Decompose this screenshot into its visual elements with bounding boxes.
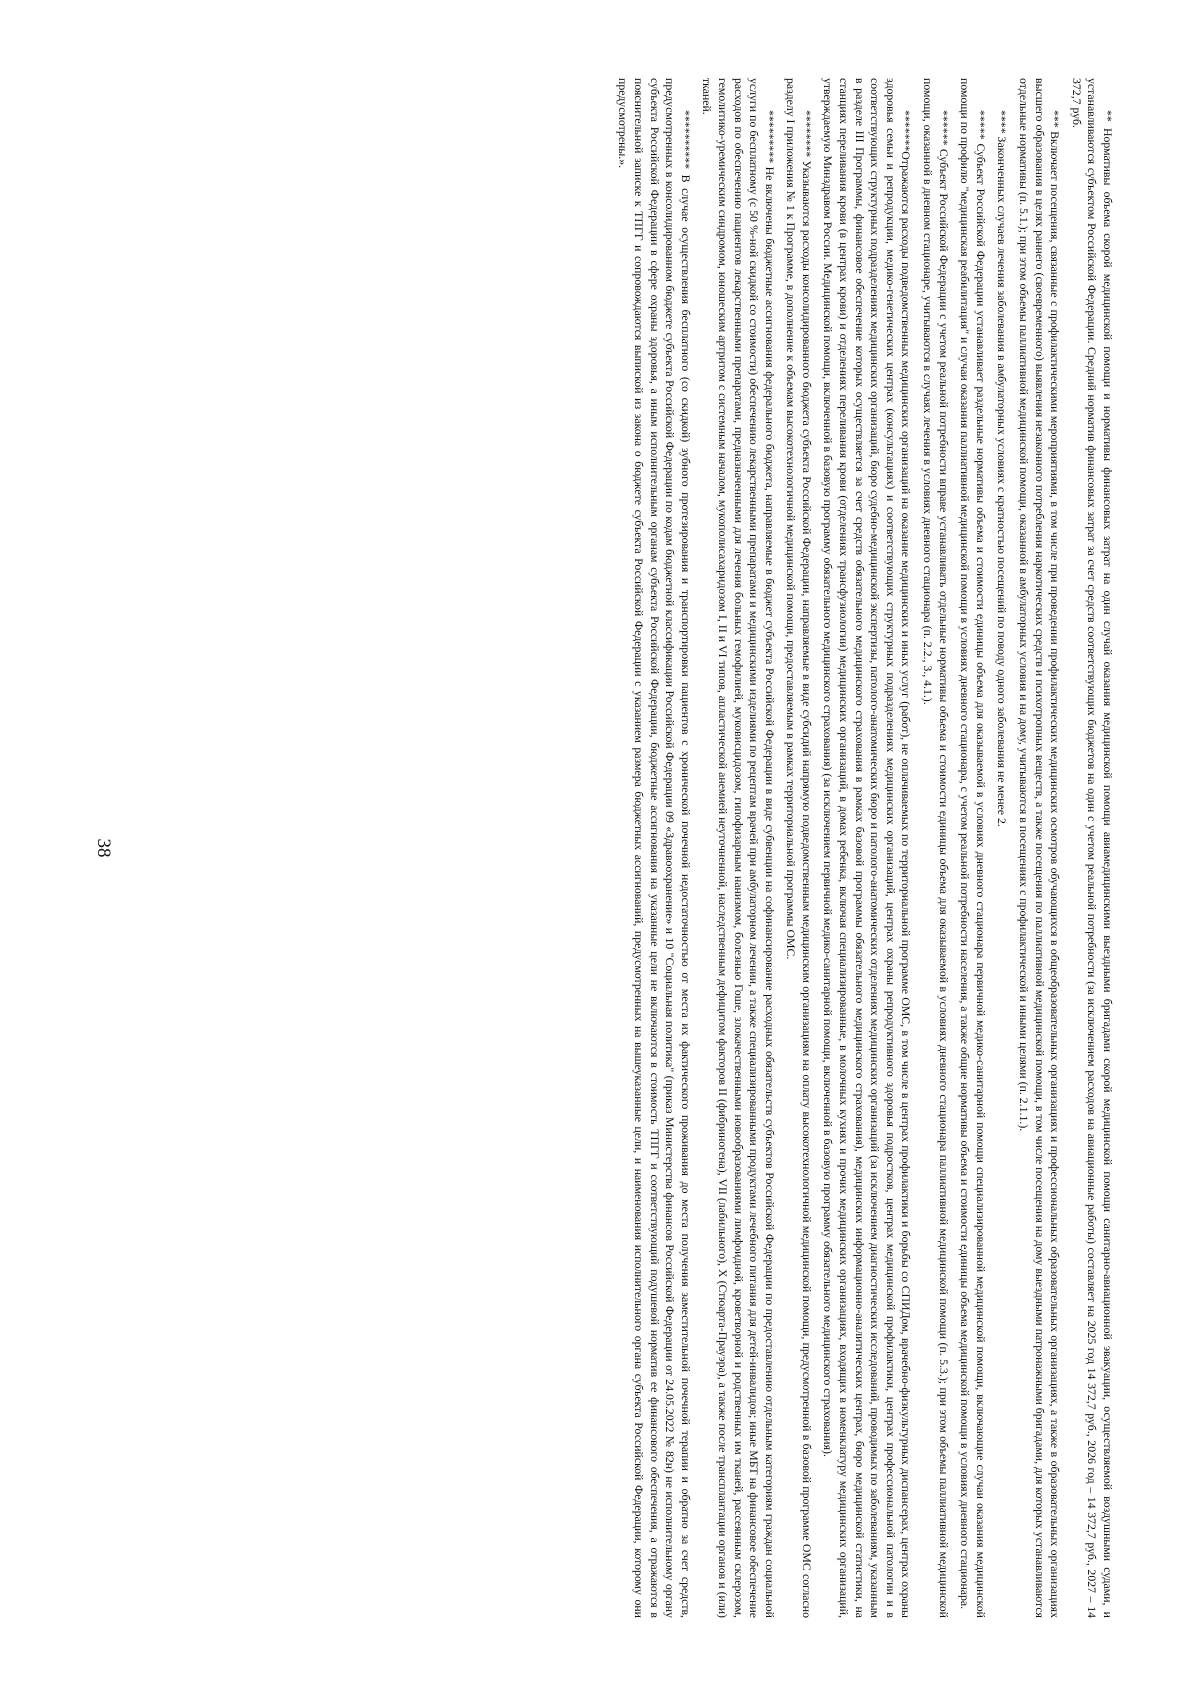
footnotes-block — [85, 78, 1115, 1618]
footnote: **** Законченных случаев лечения заболевания в амбулаторных условиях с кратностью посещений по поводу одного заболевания не менее 2. — [995, 110, 1010, 827]
footnote: *******Отражаются расходы подведомственных медицинских организаций на оказание медицинских и иных услуг (работ), не оплачиваемых по территориальной программе ОМС, в том числе в центрах профилактики и борьбы со СПИДом, врачебно-физкультурных диспансерах, центрах охраны здоровья семьи и репродукции, медико-генетических центрах (консультациях) и соответствующих структурных подразделениях медицинских организаций, центрах охраны репродуктивного здоровья подростков, центрах медицинской профилактики, центрах профессиональной патологии и в соответствующих структурных подразделениях медицинских организаций, бюро судебно-медицинской экспертизы, патолого-анатомических бюро и патолого-анатомических отделениях медицинских организаций (за исключением диагностических исследований, проводимых по заболеваниям, указанным в разделе III Программы, финансовое обеспечение которых осуществляется за счет средств обязательного медицинского страхования в рамках базовой программы обязательного медицинского страхования), медицинских информационно-аналитических центрах, бюро медицинской статистики, на станциях переливания крови (в центрах крови) и отделениях переливания крови (отделениях трансфузиологии) медицинских организаций, в домах ребенка, включая специализированные, в молочных кухнях и прочих медицинских организациях, входящих в номенклатуру медицинских организаций, утверждаемую Минздравом России. Медицинской помощи, включенной в базовую программу обязательного медицинского страхования) (за исключением первичной медико-санитарной помощи, включенной в базовую программу обязательного медицинского страхования). — [821, 78, 914, 1618]
page-number: 38 — [93, 838, 114, 858]
footnote: ********** В случае осуществления бесплатного (со скидкой) зубного протезирования и транспортировки пациентов с хронической почечной недостаточностью от места их фактического проживания до места получения заместительной почечной терапии и обратно за счет средств, предусмотренных в консолидированном бюджете субъекта Российской Федерации по кодам бюджетной классификации Российской Федерации 09 «Здравоохранение» и 10 "Социальная политика" (приказ Министерства финансов Российской Федерации от 24.05.2022 № 82н) не исполнительному органу субъекта Российской Федерации в сфере охраны здоровья, а иным исполнительным органам субъекта Российской Федерации, бюджетные ассигнования на указанные цели не включаются в стоимость ТПГГ и соответствующий подушевой норматив ее финансового обеспечения, а отражаются в пояснительной записке к ТПГГ и сопровождаются выпиской из закона о бюджете субъекта Российской Федерации с указанием размера бюджетных ассигнований, предусмотренных на вышеуказанные цели, и наименования исполнительного органа субъекта Российской Федерации, которому они предусмотрены.». — [616, 78, 693, 1618]
footnote: ***** Субъект Российской Федерации устанавливает раздельные нормативы объема и стоимости единицы объема для оказываемой в условиях дневного стационара первичной медико-санитарной помощи специализированной медицинской помощи, включающие случаи оказания медицинской помощи по профилю "медицинская реабилитация" и случаи оказания паллиативной медицинской помощи в условиях дневного стационара, с учетом реальной потребности населения, а также общие нормативы объема и стоимости единицы объема медицинской помощи в условиях дневного стационара. — [958, 78, 988, 1618]
footnote: ****** Субъект Российской Федерации с учетом реальной потребности вправе устанавливать отдельные нормативы объема и стоимости единицы объема для оказываемой в условиях дневного стационара паллиативной медицинской помощи (п. 5.3.); при этом объемы паллиативной медицинской помощи, оказанной в дневном стационаре, учитываются в случаях лечения в условиях дневного стационара (п. 2.2., 3., 4.1.). — [921, 78, 951, 1618]
footnote: ******** Указываются расходы консолидированного бюджета субъекта Российской Федерации, направляемые в виде субсидий напрямую подведомственным медицинским организациям на оплату высокотехнологичной медицинской помощи, предусмотренной в базовой программе ОМС согласно разделу I приложения № 1 к Программе, в дополнение к объемам высокотехнологичной медицинской помощи, предоставляемым в рамках территориальной программы ОМС. — [784, 78, 814, 1618]
footnote: ********* Не включены бюджетные ассигнования федерального бюджета, направляемые в бюджет субъекта Российской Федерации в виде субвенции на софинансирование расходных обязательств субъектов Российской Федерации по предоставлению отдельным категориям граждан социальной услуги по бесплатному (с 50 %-ной скидкой со стоимости) обеспечению лекарственными препаратами и медицинскими изделиями по рецептам врачей при амбулаторном лечении, а также специализированными продуктами лечебного питания для детей-инвалидов; иные МБТ на финансовое обеспечение расходов по обеспечению пациентов лекарственными препаратами, предназначенными для лечения больных гемофилией, муковисцидозом, гипофизарным нанизмом, болезнью Гоше, злокачественными новообразованиями лимфоидной, кроветворной и родственных им тканей, рассеянным склерозом, гемолитико-уремическим синдромом, юношеским артритом с системным началом, мукополисахаридозом I, II и VI типов, апластической анемией неуточненной, наследственным дефицитом факторов II (фибриногена), VII (лабильного), X (Стюарта-Прауэра), а также после трансплантации органов и (или) тканей. — [700, 78, 777, 1618]
footnote: *** Включает посещения, связанные с профилактическими мероприятиями, в том числе при проведении профилактических медицинских осмотров обучающихся в общеобразовательных организациях и профессиональных образовательных организациях, а также в образовательных организациях высшего образования в целях раннего (своевременного) выявления незаконного потребления наркотических средств и психотропных веществ, а также посещения по паллиативной медицинской помощи, в том числе посещения на дому выездными патронажными бригадами, для которых устанавливаются отдельные нормативы (п. 5.1.); при этом объемы паллиативной медицинской помощи, оказанной в амбулаторных условия и на дому, учитываются в посещениях с профилактической и иными целями (п. 2.1.1.). — [1017, 78, 1063, 1618]
footnote: ** Нормативы объема скорой медицинской помощи и нормативы финансовых затрат на один случай оказания медицинской помощи авиамедицинскими выездными бригадами скорой медицинской помощи санитарно-авиационной эвакуации, осуществляемой воздушными судами, и устанавливаются субъектом Российской Федерации. Средний норматив финансовых затрат за счет средств соответствующих бюджетов на один с учетом реальной потребности (за исключением расходов на авиационные работы) составляет на 2025 год 14 372,7 руб., 2026 год – 14 372,7 руб., 2027 – 14 372,7 руб. — [1069, 78, 1115, 1618]
